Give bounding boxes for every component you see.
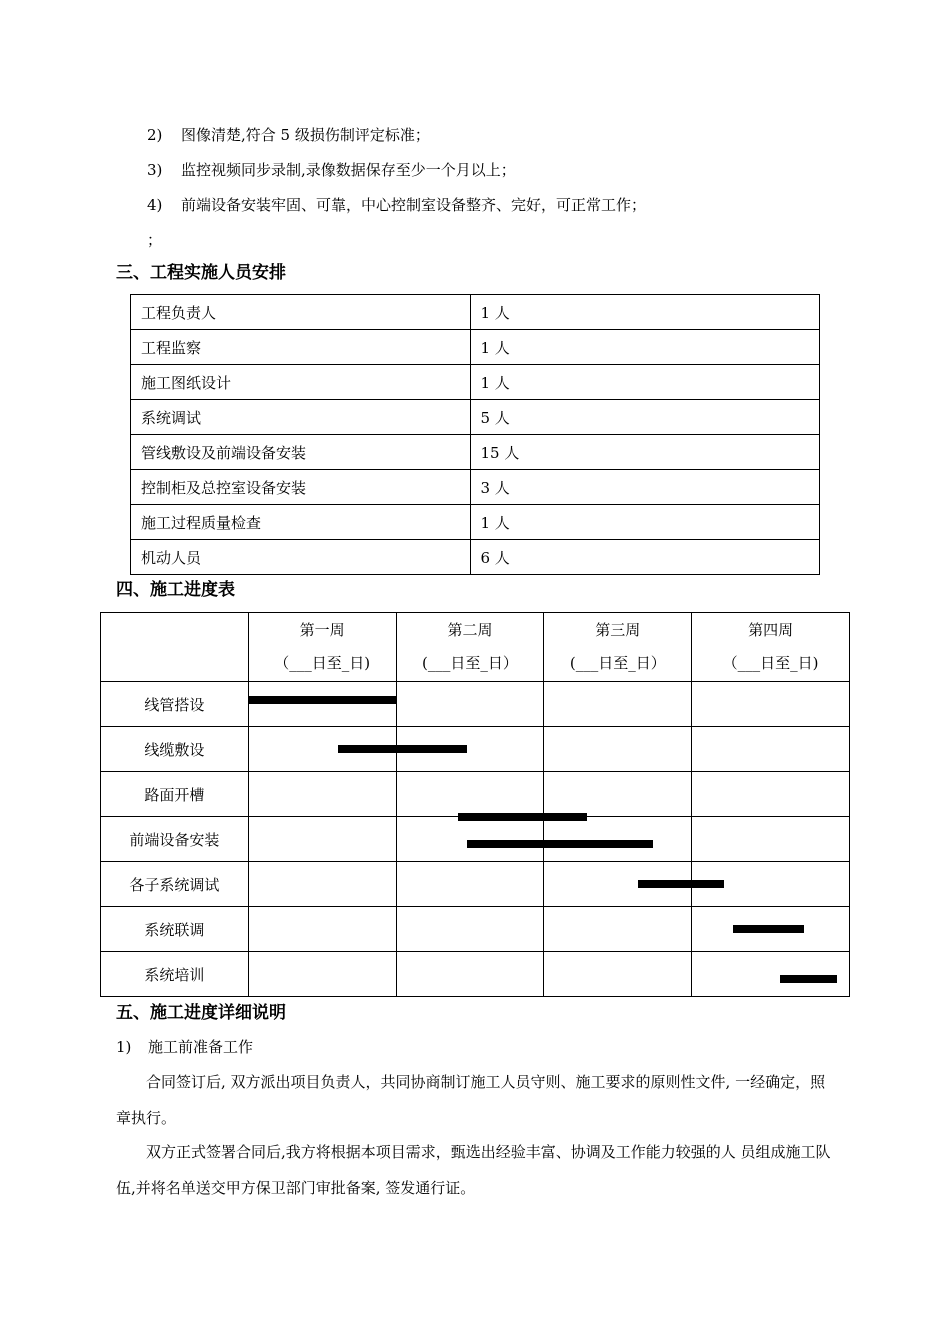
item-number: 1) [116,1038,132,1056]
gantt-bar [467,840,653,848]
schedule-corner-cell [101,613,249,682]
schedule-cell [692,772,850,817]
week-name: 第一周 [299,621,345,639]
task-label: 系统联调 [101,907,249,952]
schedule-cell [248,817,396,862]
schedule-row [101,682,850,727]
staff-count: 5 人 [470,400,820,435]
staff-count: 1 人 [470,505,820,540]
item-number: 4) [147,196,163,214]
schedule-header-row [101,613,850,682]
schedule-cell [692,817,850,862]
week-range: （___日至_日) [274,654,371,672]
schedule-cell [544,727,692,772]
task-label: 路面开槽 [101,772,249,817]
week-name: 第三周 [595,621,641,639]
section3-title: 三、工程实施人员安排 [116,263,286,283]
section4-title: 四、施工进度表 [116,580,235,600]
schedule-cell [544,952,692,997]
week-range: (___日至_日） [569,654,666,672]
staff-row [131,400,820,435]
staff-role: 施工过程质量检查 [131,505,471,540]
staff-role: 机动人员 [131,540,471,575]
section5-title: 五、施工进度详细说明 [116,1003,286,1023]
staff-row [131,330,820,365]
staff-table [130,294,820,575]
item-number: 2) [147,126,163,144]
staff-role: 系统调试 [131,400,471,435]
schedule-row [101,862,850,907]
item-text: 前端设备安装牢固、可靠，中心控制室设备整齐、完好，可正常工作； [181,196,647,214]
schedule-cell [248,772,396,817]
staff-count: 3 人 [470,470,820,505]
schedule-cell [396,907,544,952]
schedule-cell [544,907,692,952]
week-header [396,613,544,682]
item-text: 施工前准备工作 [148,1038,254,1056]
schedule-cell [396,772,544,817]
gantt-bar [733,925,804,933]
task-label: 各子系统调试 [101,862,249,907]
task-label: 线缆敷设 [101,727,249,772]
schedule-cell [396,682,544,727]
schedule-row [101,952,850,997]
staff-count: 15 人 [470,435,820,470]
staff-count: 1 人 [470,330,820,365]
item-number: 3) [147,161,163,179]
staff-row [131,505,820,540]
staff-row [131,540,820,575]
staff-role: 控制柜及总控室设备安装 [131,470,471,505]
prep-item [116,1036,253,1058]
paragraph [116,1064,838,1136]
paragraph-text: 合同签订后, 双方派出项目负责人，共同协商制订施工人员守则、施工要求的原则性文件, 一经确定，照章执行。 [116,1073,826,1127]
criteria-item [147,194,646,216]
schedule-cell [544,772,692,817]
staff-row [131,470,820,505]
schedule-row [101,772,850,817]
schedule-cell [692,727,850,772]
schedule-cell [692,682,850,727]
gantt-bar [638,880,724,888]
schedule-cell [248,682,396,727]
gantt-bar [458,813,587,821]
staff-role: 工程监察 [131,330,471,365]
staff-row [131,435,820,470]
schedule-cell [396,862,544,907]
criteria-item [147,124,430,146]
schedule-cell [248,952,396,997]
schedule-table [100,612,850,997]
staff-role: 施工图纸设计 [131,365,471,400]
week-name: 第四周 [748,621,794,639]
staff-role: 工程负责人 [131,295,471,330]
schedule-cell [544,682,692,727]
schedule-cell [248,907,396,952]
paragraph-text: 双方正式签署合同后,我方将根据本项目需求，甄选出经验丰富、协调及工作能力较强的人 员组成施工队伍,并将名单送交甲方保卫部门审批备案, 签发通行证。 [116,1143,831,1197]
week-range: （___日至_日) [722,654,819,672]
criteria-item [147,159,516,181]
staff-row [131,295,820,330]
gantt-bar [338,745,467,753]
task-label: 线管搭设 [101,682,249,727]
gantt-bar [780,975,836,983]
week-name: 第二周 [447,621,493,639]
item-text: 图像清楚,符合 5 级损伤制评定标准； [181,126,430,144]
week-header [692,613,850,682]
staff-count: 1 人 [470,295,820,330]
gantt-bar [248,696,396,704]
staff-role: 管线敷设及前端设备安装 [131,435,471,470]
staff-row [131,365,820,400]
week-range: (___日至_日） [422,654,518,672]
stray-mark: ； [147,231,163,249]
item-text: 监控视频同步录制,录像数据保存至少一个月以上； [181,161,516,179]
schedule-cell [396,952,544,997]
staff-count: 6 人 [470,540,820,575]
paragraph [116,1134,838,1206]
task-label: 系统培训 [101,952,249,997]
staff-count: 1 人 [470,365,820,400]
schedule-cell [248,862,396,907]
schedule-row [101,727,850,772]
week-header [544,613,692,682]
task-label: 前端设备安装 [101,817,249,862]
week-header [248,613,396,682]
